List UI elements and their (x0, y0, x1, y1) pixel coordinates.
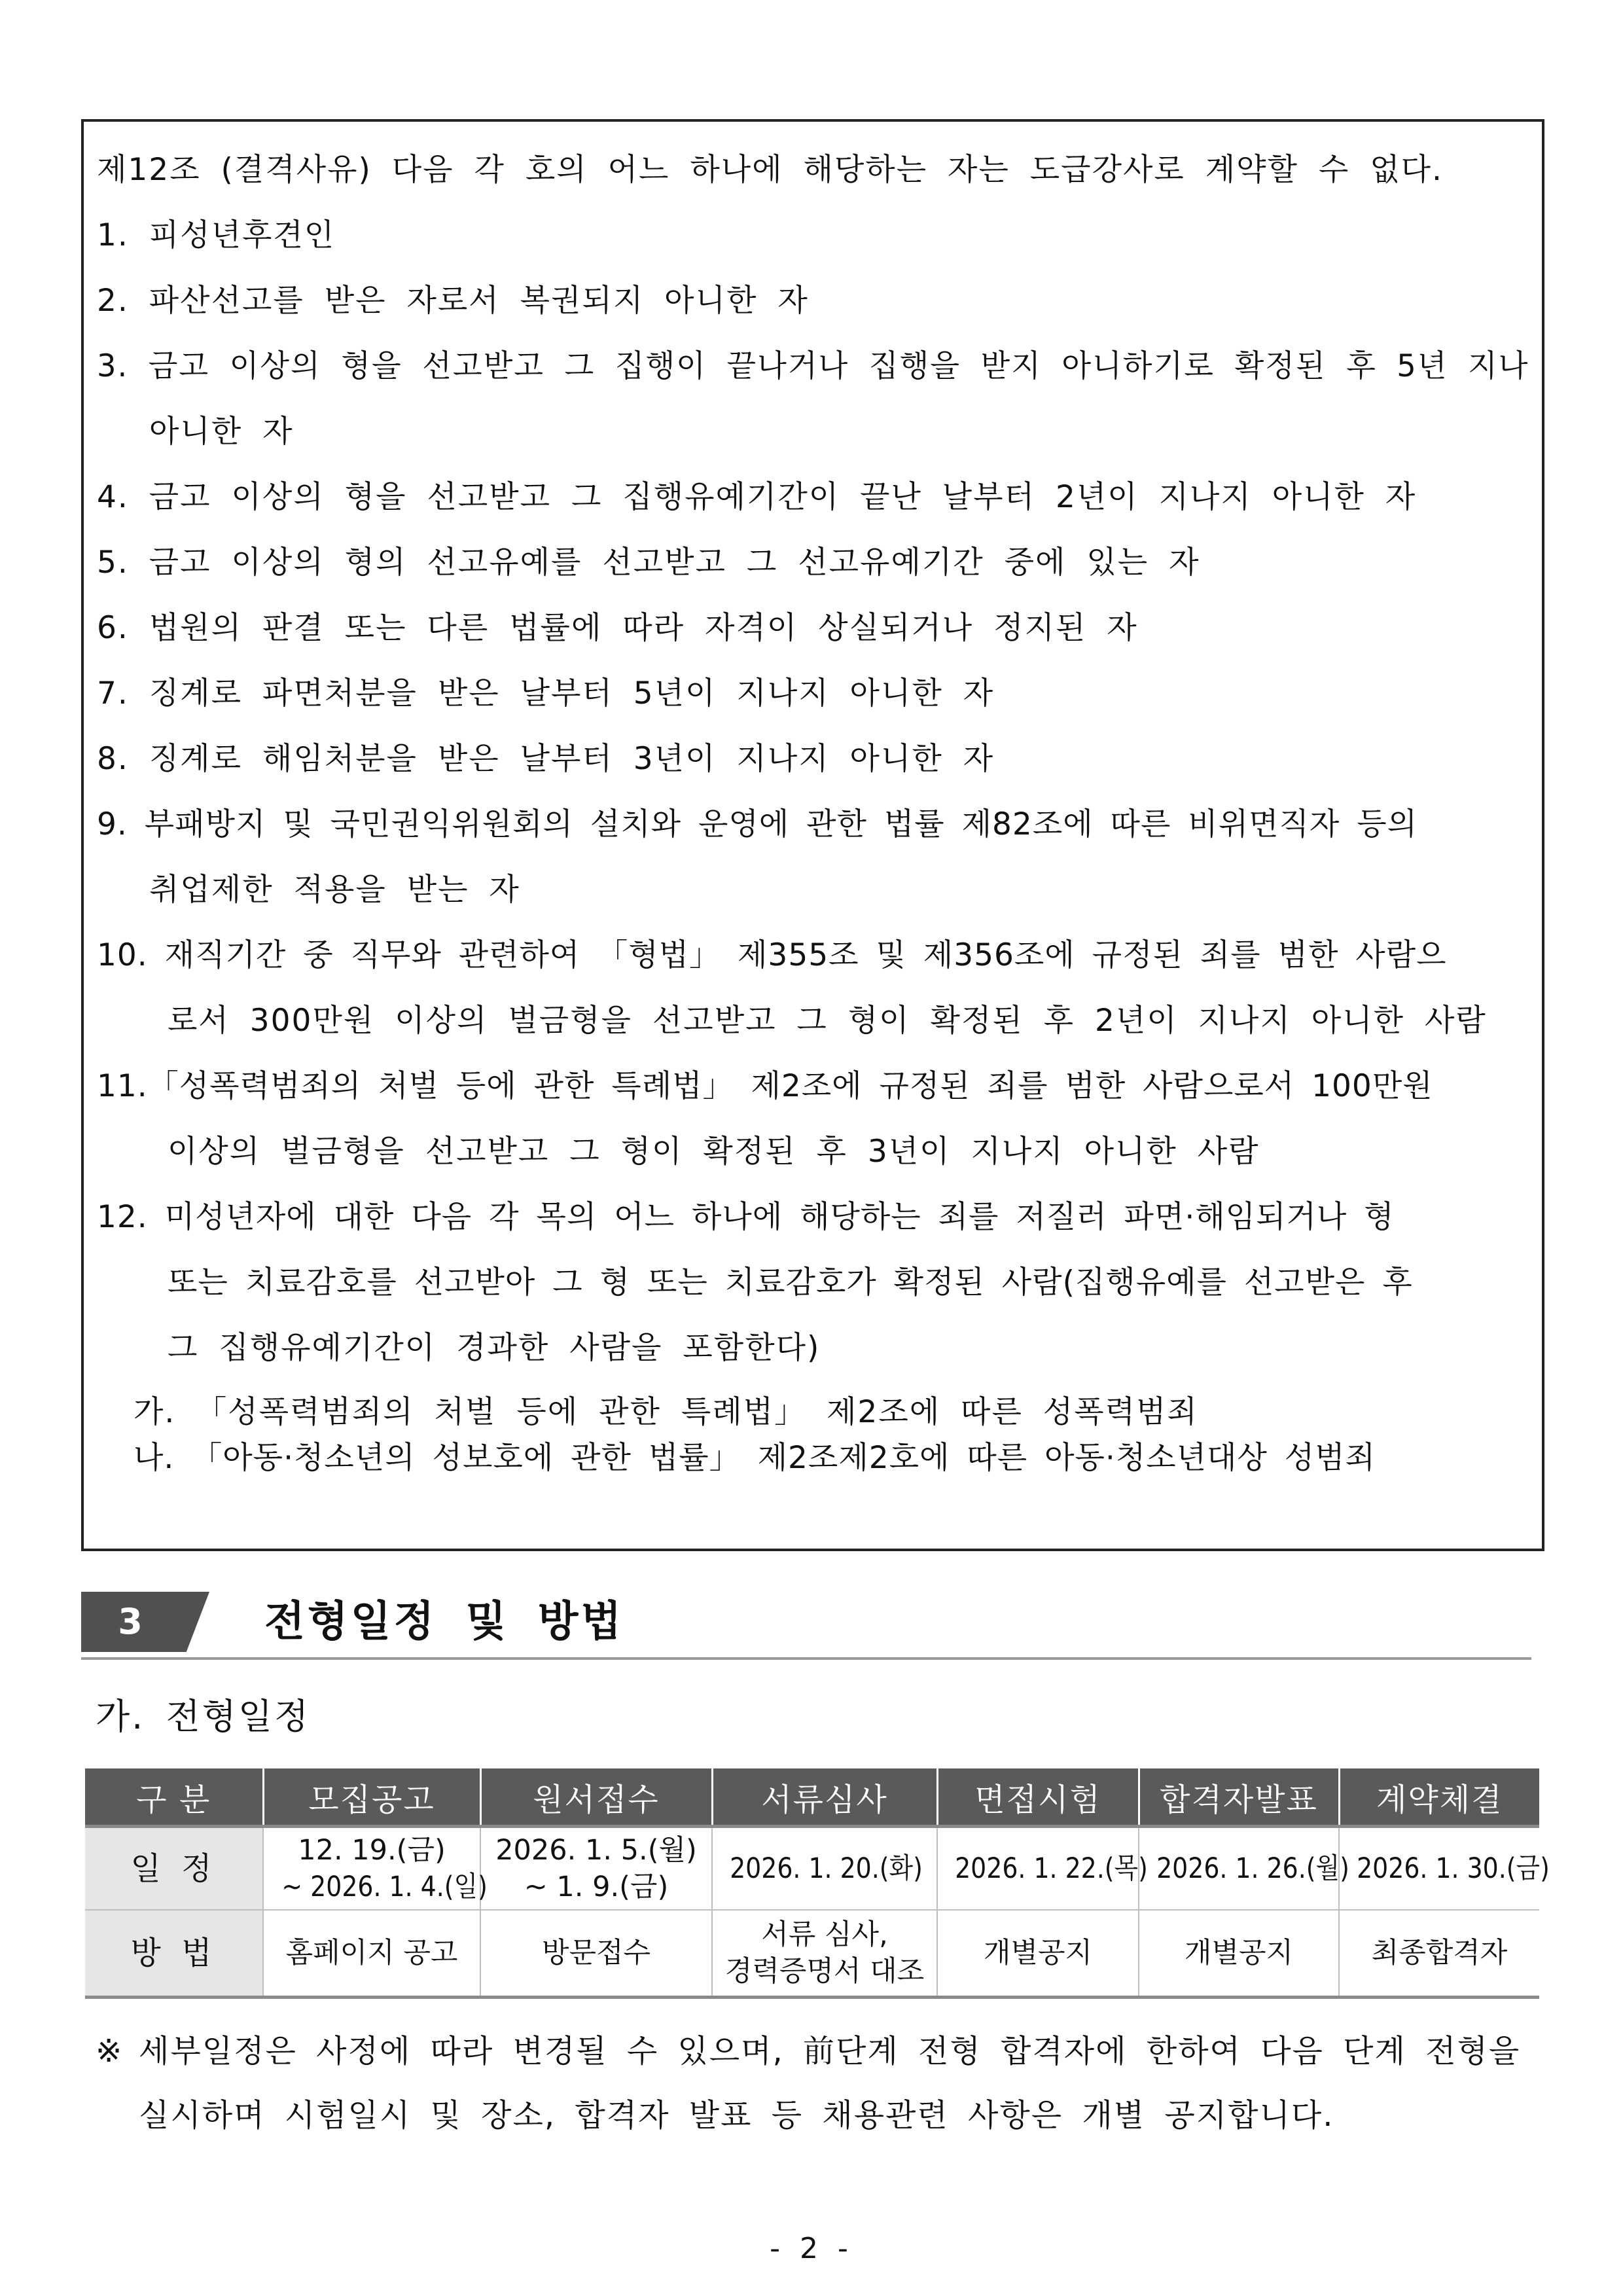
header-category: 구 분 (85, 1768, 263, 1827)
article-subitem-ga: 가. 「성폭력범죄의 처벌 등에 관한 특례법」 제2조에 따른 성폭력범죄 (134, 1394, 1198, 1430)
section-title: 전형일정 및 방법 (264, 1598, 624, 1646)
article-item-1: 1. 피성년후견인 (97, 217, 336, 253)
header-application: 원서접수 (480, 1768, 712, 1827)
cell-line: 2026. 1. 5.(월) (495, 1834, 697, 1867)
article-item-10-cont: 로서 300만원 이상의 벌금형을 선고받고 그 형이 확정된 후 2년이 지나지 아니한 사람 (168, 1003, 1487, 1039)
cell-interview-method: 개별공지 (937, 1910, 1139, 1998)
page-number: - 2 - (770, 2232, 853, 2265)
header-interview: 면접시험 (937, 1768, 1139, 1827)
article-item-11: 11.「성폭력범죄의 처벌 등에 관한 특례법」 제2조에 규정된 죄를 범한 사람으로서 100만원 (97, 1068, 1433, 1104)
article-title: 제12조 (결격사유) 다음 각 호의 어느 하나에 해당하는 자는 도급강사로 계약할 수 없다. (97, 152, 1443, 188)
article-item-10: 10. 재직기간 중 직무와 관련하여 「형법」 제355조 및 제356조에 규정된 죄를 범한 사람으 (97, 937, 1447, 973)
article-item-4: 4. 금고 이상의 형을 선고받고 그 집행유예기간이 끝난 날부터 2년이 지나지 아니한 자 (97, 479, 1417, 515)
article-subitem-na: 나. 「아동·청소년의 성보호에 관한 법률」 제2조제2호에 따른 아동·청소년대상 성범죄 (134, 1440, 1376, 1476)
header-contract: 계약체결 (1339, 1768, 1539, 1827)
header-document-review: 서류심사 (712, 1768, 937, 1827)
table-row-method (85, 1910, 1539, 1998)
schedule-table (85, 1768, 1550, 1999)
cell-document-review-method (712, 1910, 937, 1998)
table-row-schedule (85, 1827, 1539, 1910)
cell-line: 경력증명서 대조 (724, 1955, 925, 1988)
cell-announcement-date (263, 1827, 488, 1910)
cell-text: 2026. 1. 22.(목) (955, 1852, 1148, 1885)
cell-line: 서류 심사, (761, 1918, 888, 1951)
row-label-method: 방 법 (85, 1910, 263, 1998)
article-item-12-cont-1: 또는 치료감호를 선고받아 그 형 또는 치료감호가 확정된 사람(집행유예를 선고받은 후 (168, 1265, 1413, 1300)
cell-line-text: ~ 2026. 1. 4.(일) (281, 1871, 488, 1903)
cell-text: 2026. 1. 30.(금) (1357, 1852, 1550, 1885)
row-label-schedule: 일 정 (85, 1827, 263, 1910)
article-item-3: 3. 금고 이상의 형을 선고받고 그 집행이 끝나거나 집행을 받지 아니하기로 확정된 후 5년 지나 (97, 348, 1529, 384)
article-item-3-cont: 아니한 자 (149, 414, 294, 450)
cell-application-method: 방문접수 (480, 1910, 712, 1998)
cell-announcement-method: 홈페이지 공고 (263, 1910, 480, 1998)
header-announcement: 모집공고 (263, 1768, 480, 1827)
article-item-12: 12. 미성년자에 대한 다음 각 목의 어느 하나에 해당하는 죄를 저질러 파면·해임되거나 형 (97, 1199, 1395, 1235)
note-line-2: 실시하며 시험일시 및 장소, 합격자 발표 등 채용관련 사항은 개별 공지합니다. (139, 2097, 1334, 2134)
cell-result-date (1139, 1827, 1349, 1910)
note-mark: ※ (96, 2033, 122, 2070)
article-item-12-cont-2: 그 집행유예기간이 경과한 사람을 포함한다) (168, 1330, 821, 1366)
section-underline (81, 1657, 1531, 1660)
article-item-7: 7. 징계로 파면처분을 받은 날부터 5년이 지나지 아니한 자 (97, 675, 995, 711)
cell-document-review-date (712, 1827, 937, 1910)
article-item-8: 8. 징계로 해임처분을 받은 날부터 3년이 지나지 아니한 자 (97, 741, 995, 777)
article-item-11-cont: 이상의 벌금형을 선고받고 그 형이 확정된 후 3년이 지나지 아니한 사람 (168, 1134, 1260, 1170)
cell-contract-method: 최종합격자 (1339, 1910, 1539, 1998)
cell-interview-date (937, 1827, 1148, 1910)
article-item-9-cont: 취업제한 적용을 받는 자 (149, 872, 520, 908)
article-item-5: 5. 금고 이상의 형의 선고유예를 선고받고 그 선고유예기간 중에 있는 자 (97, 545, 1200, 581)
article-item-9: 9. 부패방지 및 국민권익위원회의 설치와 운영에 관한 법률 제82조에 따른 비위면직자 등의 (97, 806, 1418, 842)
cell-contract-date (1339, 1827, 1550, 1910)
cell-line: 12. 19.(금) (298, 1834, 446, 1867)
table-header-row (85, 1768, 1539, 1827)
article-item-2: 2. 파산선고를 받은 자로서 복권되지 아니한 자 (97, 283, 809, 319)
cell-application-date (480, 1827, 712, 1910)
section-number: 3 (118, 1601, 143, 1642)
cell-line (268, 1869, 488, 1905)
cell-result-method: 개별공지 (1139, 1910, 1339, 1998)
note-line-1: 세부일정은 사정에 따라 변경될 수 있으며, 前단계 전형 합격자에 한하여 다음 단계 전형을 (139, 2033, 1521, 2070)
cell-text: 2026. 1. 20.(화) (730, 1852, 923, 1885)
article-box (81, 119, 1544, 1551)
header-result: 합격자발표 (1139, 1768, 1339, 1827)
subsection-title: 가. 전형일정 (96, 1696, 311, 1737)
cell-line: ~ 1. 9.(금) (524, 1871, 669, 1903)
cell-text: 2026. 1. 26.(월) (1156, 1852, 1349, 1885)
section-header (81, 1592, 1531, 1662)
article-item-6: 6. 법원의 판결 또는 다른 법률에 따라 자격이 상실되거나 정지된 자 (97, 610, 1138, 646)
